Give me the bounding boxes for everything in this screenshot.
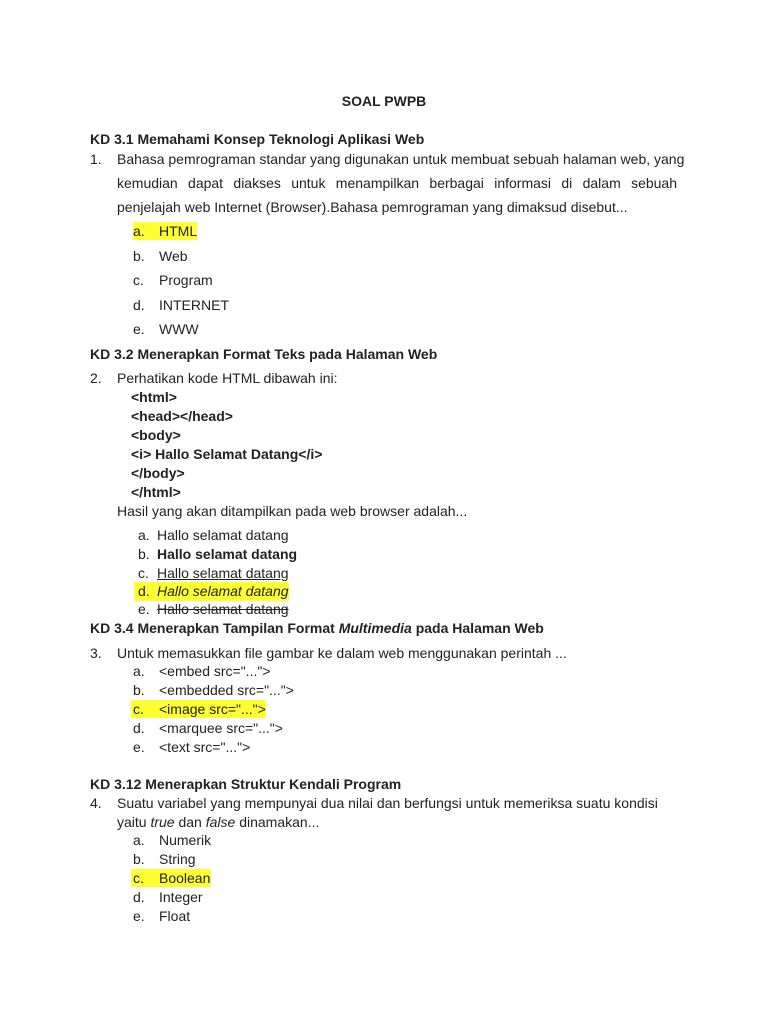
option-text: Integer bbox=[159, 889, 203, 905]
option-text: String bbox=[159, 851, 196, 867]
question-text-line: Bahasa pemrograman standar yang digunakan untuk membuat sebuah halaman web, yang bbox=[117, 151, 685, 167]
option-text: <embedded src="..."> bbox=[159, 682, 294, 698]
option-letter: e. bbox=[138, 601, 150, 617]
question-number: 3. bbox=[90, 645, 102, 661]
option-text: <text src="..."> bbox=[159, 739, 251, 755]
page-title: SOAL PWPB bbox=[341, 93, 427, 109]
text-run: dan bbox=[178, 814, 202, 830]
option-text: WWW bbox=[159, 321, 199, 337]
question-text: Untuk memasukkan file gambar ke dalam web menggunakan perintah ... bbox=[117, 645, 567, 661]
option-text: <embed src="..."> bbox=[159, 663, 271, 679]
option-letter: a. bbox=[133, 222, 159, 240]
section-heading-kd34 bbox=[90, 619, 544, 637]
option-text-underline: Hallo selamat datang bbox=[157, 565, 289, 581]
text-run: yaitu bbox=[117, 814, 147, 830]
option-letter: d. bbox=[133, 720, 145, 736]
option-letter: e. bbox=[133, 739, 145, 755]
option-text: Hallo selamat datang bbox=[157, 527, 289, 543]
question-number: 2. bbox=[90, 370, 102, 386]
option-text-correct: <image src="..."> bbox=[159, 701, 266, 717]
option-letter: d. bbox=[133, 297, 145, 313]
section-code: KD 3.12 bbox=[90, 776, 142, 792]
option-letter: c. bbox=[138, 565, 149, 581]
option-letter: a. bbox=[138, 527, 150, 543]
option-text-correct: Hallo selamat datang bbox=[157, 583, 289, 599]
option-letter: d. bbox=[138, 583, 150, 599]
option-text: Web bbox=[159, 248, 188, 264]
code-line: </html> bbox=[131, 484, 181, 500]
option-letter: c. bbox=[133, 870, 144, 886]
section-heading-kd312 bbox=[90, 775, 401, 793]
option-text-bold: Hallo selamat datang bbox=[157, 546, 298, 562]
option-text: <marquee src="..."> bbox=[159, 720, 283, 736]
question-number: 1. bbox=[90, 151, 102, 167]
text-run: dinamakan... bbox=[239, 814, 320, 830]
text-run-italic: false bbox=[205, 814, 236, 830]
option-text: Numerik bbox=[159, 832, 212, 848]
code-line: <body> bbox=[131, 427, 181, 443]
section-title-em: Multimedia bbox=[338, 620, 412, 636]
section-code: KD 3.1 bbox=[90, 131, 134, 147]
option-letter: c. bbox=[133, 701, 144, 717]
option-letter: b. bbox=[133, 248, 145, 264]
section-code: KD 3.4 bbox=[90, 620, 134, 636]
section-title: Menerapkan Format Teks pada Halaman Web bbox=[137, 346, 438, 362]
option-letter: a. bbox=[133, 832, 145, 848]
option-text: Program bbox=[159, 272, 213, 288]
question-text-line: Suatu variabel yang mempunyai dua nilai dan berfungsi untuk memeriksa suatu kondisi bbox=[117, 795, 658, 811]
question-text: Perhatikan kode HTML dibawah ini: bbox=[117, 370, 338, 386]
option-letter: e. bbox=[133, 908, 145, 924]
option-letter: b. bbox=[133, 682, 145, 698]
option-text: Float bbox=[159, 908, 191, 924]
question-text-line bbox=[117, 813, 319, 831]
code-line: <html> bbox=[131, 389, 177, 405]
option-letter: b. bbox=[133, 851, 145, 867]
code-line: <head></head> bbox=[131, 408, 233, 424]
option-text-strikethrough: Hallo selamat datang bbox=[157, 601, 289, 617]
question-text-line: kemudian dapat diakses untuk menampilkan berbagai informasi di dalam sebuah bbox=[117, 175, 677, 191]
option-letter: e. bbox=[133, 321, 145, 337]
section-title: Memahami Konsep Teknologi Aplikasi Web bbox=[137, 131, 425, 147]
option-letter: a. bbox=[133, 663, 145, 679]
code-line: <i> Hallo Selamat Datang</i> bbox=[131, 446, 323, 462]
code-line: </body> bbox=[131, 465, 185, 481]
section-heading-kd32 bbox=[90, 345, 437, 363]
section-code: KD 3.2 bbox=[90, 346, 134, 362]
question-prompt: Hasil yang akan ditampilkan pada web browser adalah... bbox=[117, 503, 468, 519]
section-title: Menerapkan Struktur Kendali Program bbox=[145, 776, 402, 792]
section-title-pre: Menerapkan Tampilan Format bbox=[137, 620, 335, 636]
option-letter: c. bbox=[133, 272, 144, 288]
section-heading-kd31 bbox=[90, 130, 424, 148]
option-text-correct: HTML bbox=[159, 223, 198, 239]
option-text-correct: Boolean bbox=[159, 870, 211, 886]
question-number: 4. bbox=[90, 795, 102, 811]
question-text-line: penjelajah web Internet (Browser).Bahasa pemrograman yang dimaksud disebut... bbox=[117, 199, 628, 215]
section-title-post: pada Halaman Web bbox=[415, 620, 544, 636]
option-letter: d. bbox=[133, 889, 145, 905]
option-text: INTERNET bbox=[159, 297, 229, 313]
option-letter: b. bbox=[138, 546, 150, 562]
text-run-italic: true bbox=[150, 814, 175, 830]
